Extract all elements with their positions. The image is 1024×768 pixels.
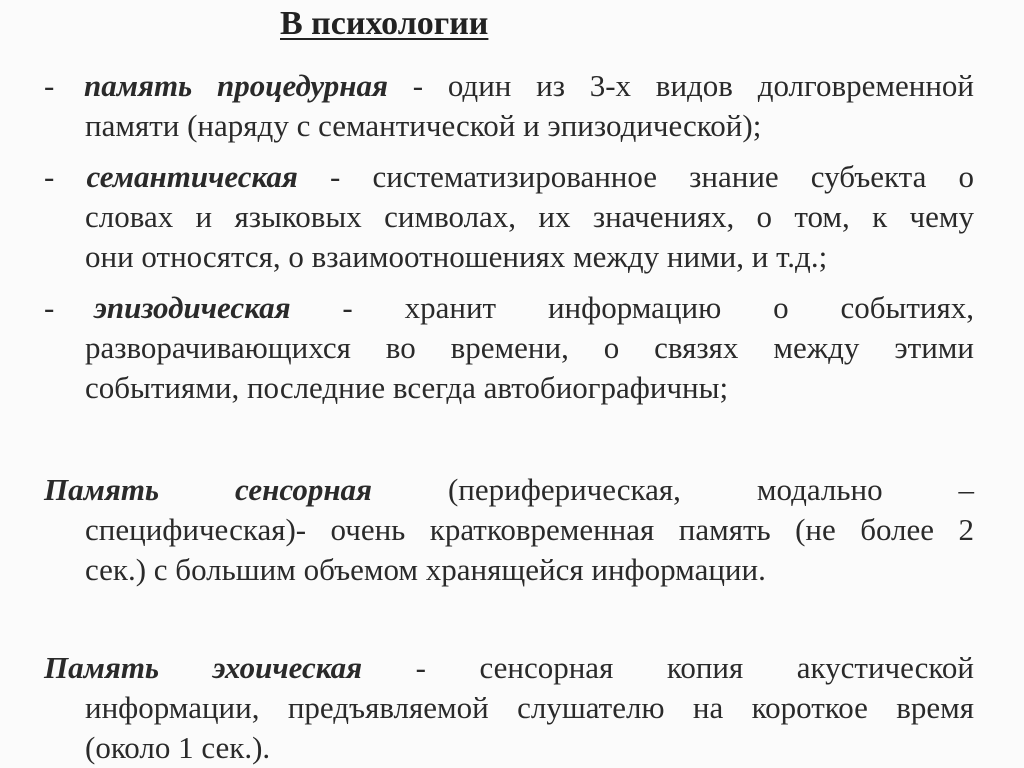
- definition-line: [44, 470, 974, 510]
- definition-text: - один из 3-х видов долговременной: [412, 68, 975, 103]
- definition-line: событиями, последние всегда автобиографичны;: [85, 370, 729, 405]
- list-dash: -: [44, 159, 55, 194]
- term-sensory: Память сенсорная: [44, 472, 373, 507]
- definition-line: разворачивающихся во времени, о связях между этими: [85, 330, 974, 365]
- definition-line: [44, 157, 974, 197]
- definition-line: [44, 288, 974, 328]
- list-dash: -: [44, 290, 55, 325]
- term-semantic: семантическая: [86, 159, 298, 194]
- definition-text: - сенсорная копия акустической: [415, 650, 975, 685]
- definition-semantic: [44, 157, 974, 277]
- definition-line: сек.) с большим объемом хранящейся информации.: [85, 552, 766, 587]
- definition-text: - систематизированное знание субъекта о: [330, 159, 974, 194]
- page-title: В психологии: [280, 5, 489, 42]
- definition-line: памяти (наряду с семантической и эпизодической);: [85, 108, 762, 143]
- definition-sensory: [44, 470, 974, 590]
- definition-text: (периферическая, модально –: [447, 472, 975, 507]
- list-dash: -: [44, 68, 55, 103]
- term-echoic: Память эхоическая: [44, 650, 363, 685]
- definition-text: - хранит информацию о событиях,: [342, 290, 975, 325]
- definition-echoic: [44, 648, 974, 768]
- definition-episodic: [44, 288, 974, 408]
- definition-procedural: [44, 66, 974, 146]
- definition-line: они относятся, о взаимоотношениях между ними, и т.д.;: [85, 239, 828, 274]
- definition-line: [44, 648, 974, 688]
- definition-line: специфическая)- очень кратковременная память (не более 2: [85, 512, 974, 547]
- term-procedural: память процедурная: [84, 68, 388, 103]
- definition-line: информации, предъявляемой слушателю на короткое время: [85, 690, 974, 725]
- definition-line: словах и языковых символах, их значениях, о том, к чему: [85, 199, 974, 234]
- definition-line: (около 1 сек.).: [85, 730, 271, 765]
- definition-line: [44, 66, 974, 106]
- term-episodic: эпизодическая: [94, 290, 291, 325]
